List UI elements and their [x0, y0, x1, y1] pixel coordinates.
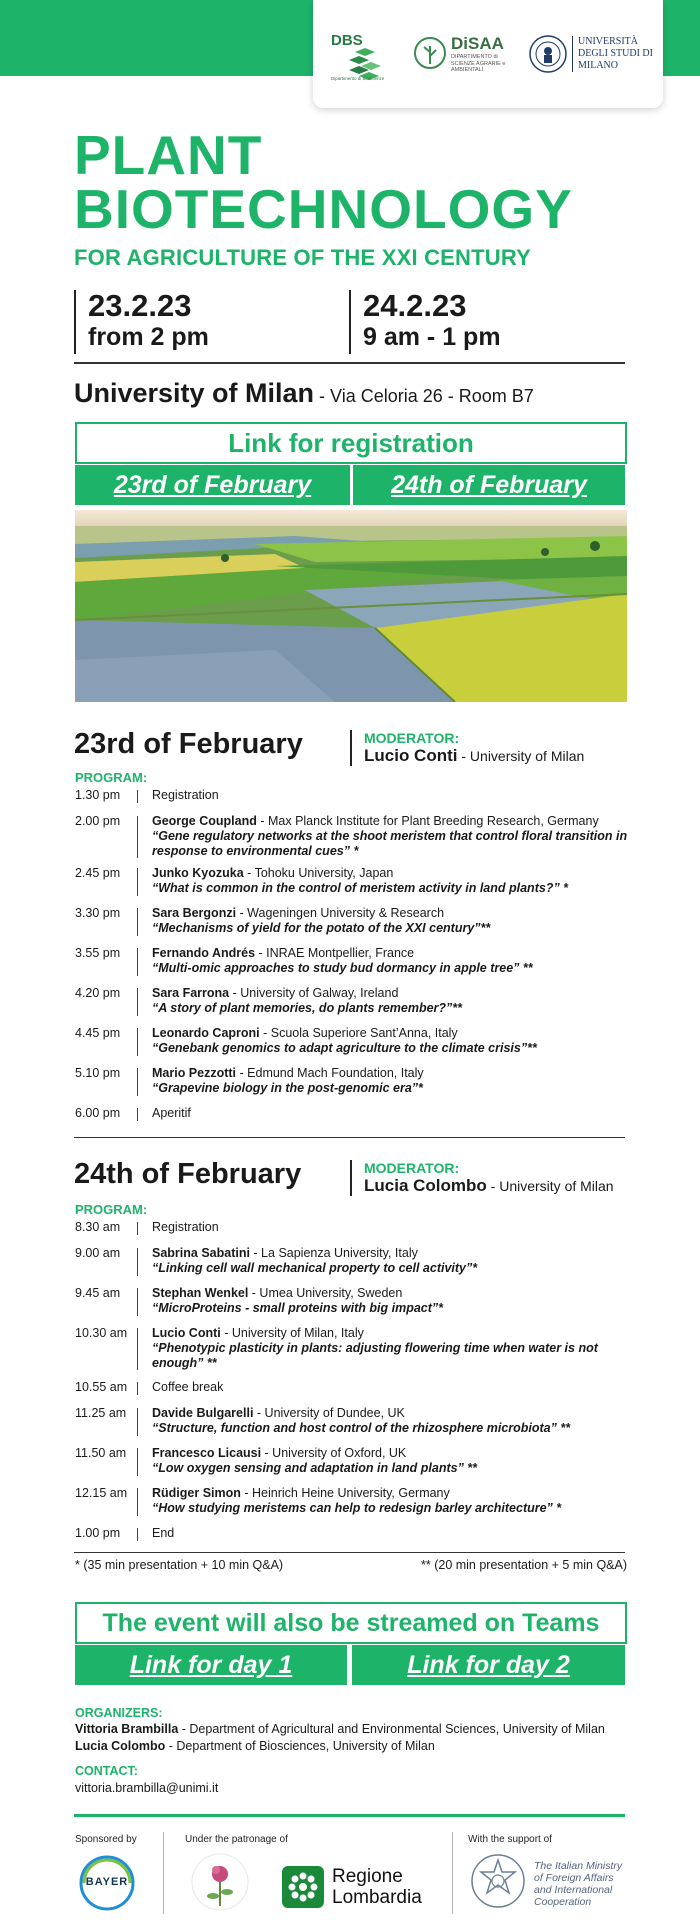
talk-title: “MicroProteins - small proteins with big impact”*: [152, 1301, 444, 1315]
program-time: 6.00 pm: [75, 1106, 121, 1120]
speaker-name: Sara Bergonzi: [152, 906, 237, 920]
register-day1-link[interactable]: 23rd of February: [75, 465, 350, 505]
program-time: 2.45 pm: [75, 866, 121, 880]
rose-camuna-icon: [282, 1866, 324, 1908]
organizer-dept: - Department of Biosciences, University of Milan: [165, 1739, 435, 1753]
note-single-star: * (35 min presentation + 10 min Q&A): [75, 1558, 284, 1572]
day2-program-label: PROGRAM:: [75, 1202, 148, 1217]
talk-title: “Gene regulatory networks at the shoot meristem that control floral transition in response to environmental cues” *: [152, 829, 628, 858]
program-time: 3.30 pm: [75, 906, 121, 920]
regione-line-2: Lombardia: [332, 1887, 422, 1908]
note-double-star: ** (20 min presentation + 5 min Q&A): [421, 1558, 627, 1572]
separator: [137, 908, 138, 936]
program-time: 2.00 pm: [75, 814, 121, 828]
separator: [137, 868, 138, 896]
program-entry: [152, 1446, 632, 1476]
talk-title: “Genebank genomics to adapt agriculture to the climate crisis”**: [152, 1041, 537, 1055]
separator: [137, 1288, 138, 1316]
speaker-name: Stephan Wenkel: [152, 1286, 249, 1300]
speaker-name: Fernando Andrés: [152, 946, 256, 960]
organizer-name: Vittoria Brambilla: [75, 1722, 179, 1736]
talk-title: “Phenotypic plasticity in plants: adjusting flowering time when water is not enough” **: [152, 1341, 598, 1370]
separator: [137, 1028, 138, 1056]
program-time: 1.00 pm: [75, 1526, 121, 1540]
program-text: Registration: [152, 1220, 219, 1234]
patronage-label: Under the patronage of: [185, 1834, 288, 1845]
title-line-2: BIOTECHNOLOGY: [74, 178, 573, 240]
program-entry: [152, 1526, 632, 1541]
separator: [137, 1068, 138, 1096]
disaa-logo-text: DiSAA: [451, 34, 504, 53]
separator: [137, 1222, 138, 1235]
program-row: [75, 906, 635, 936]
speaker-affiliation: - Max Planck Institute for Plant Breeding Research, Germany: [256, 814, 599, 828]
program-row: [75, 788, 635, 803]
divider: [74, 362, 625, 364]
program-row: [75, 814, 635, 858]
moderator-affiliation: - University of Milan: [486, 1178, 614, 1194]
clover-flower-icon: [185, 1850, 255, 1914]
program-time: 11.25 am: [75, 1406, 127, 1420]
talk-title: “Structure, function and host control of the rhizosphere microbiota” **: [152, 1421, 571, 1435]
divider: [452, 1832, 453, 1914]
program-time: 1.30 pm: [75, 788, 121, 802]
program-row: [75, 1380, 635, 1395]
program-row: [75, 1446, 635, 1476]
leaf-circle-icon: [413, 36, 447, 70]
day1-heading: 23rd of February: [74, 728, 303, 760]
program-time: 10.30 am: [75, 1326, 128, 1340]
regione-line-1: Regione: [332, 1866, 403, 1887]
program-entry: [152, 946, 632, 976]
program-entry: [152, 788, 632, 803]
moderator-label: MODERATOR:: [364, 730, 460, 746]
speaker-name: Sara Farrona: [152, 986, 230, 1000]
separator: [137, 1248, 138, 1276]
program-row: [75, 1486, 635, 1516]
day2-moderator: [350, 1160, 614, 1196]
date-block-1: [74, 290, 209, 354]
program-row: [75, 986, 635, 1016]
organizer-name: Lucia Colombo: [75, 1739, 166, 1753]
program-row: [75, 1106, 635, 1121]
program-entry: [152, 1220, 632, 1235]
ministry-logo: [470, 1852, 630, 1914]
talk-title: “Linking cell wall mechanical property to cell activity”*: [152, 1261, 478, 1275]
separator: [137, 1408, 138, 1436]
date-2: 24.2.23: [363, 288, 467, 323]
ministry-line-3: and International: [534, 1884, 613, 1896]
program-time: 12.15 am: [75, 1486, 128, 1500]
program-time: 9.45 am: [75, 1286, 121, 1300]
talk-title: “Multi-omic approaches to study bud dormancy in apple tree” **: [152, 961, 533, 975]
rice-fields-photo: [75, 510, 627, 702]
venue-detail: - Via Celoria 26 - Room B7: [314, 386, 534, 406]
teams-day1-link[interactable]: Link for day 1: [75, 1645, 347, 1685]
divider: [74, 1552, 625, 1553]
program-row: [75, 1246, 635, 1276]
program-entry: [152, 1066, 632, 1096]
program-entry: [152, 1326, 632, 1371]
talk-title: “Grapevine biology in the post-genomic era”*: [152, 1081, 423, 1095]
program-entry: [152, 1106, 632, 1121]
speaker-affiliation: - Umea University, Sweden: [248, 1286, 403, 1300]
program-row: [75, 866, 635, 896]
program-text: End: [152, 1526, 175, 1540]
moderator-name: Lucia Colombo: [364, 1176, 487, 1195]
program-row: [75, 1220, 635, 1235]
separator: [137, 1382, 138, 1395]
speaker-name: Francesco Licausi: [152, 1446, 262, 1460]
sponsored-label: Sponsored by: [75, 1834, 137, 1845]
program-entry: [152, 906, 632, 936]
program-entry: [152, 1246, 632, 1276]
ministry-line-4: Cooperation: [534, 1896, 592, 1908]
bayer-logo-text: BAYER: [85, 1876, 129, 1888]
speaker-affiliation: - Wageningen University & Research: [236, 906, 445, 920]
dbs-logo: [331, 32, 391, 81]
day1-moderator: [350, 730, 584, 766]
dbs-logo-text: DBS: [331, 32, 363, 49]
event-title: [74, 124, 674, 240]
program-time: 3.55 pm: [75, 946, 121, 960]
program-row: [75, 1406, 635, 1436]
talk-title: “Low oxygen sensing and adaptation in land plants” **: [152, 1461, 478, 1475]
speaker-affiliation: - University of Milan, Italy: [220, 1326, 364, 1340]
program-text: Aperitif: [152, 1106, 191, 1120]
program-entry: [152, 1286, 632, 1316]
speaker-affiliation: - University of Oxford, UK: [261, 1446, 407, 1460]
program-entry: [152, 814, 632, 859]
speaker-affiliation: - La Sapienza University, Italy: [249, 1246, 418, 1260]
registration-heading: Link for registration: [75, 422, 627, 464]
speaker-affiliation: - Tohoku University, Japan: [243, 866, 394, 880]
program-entry: [152, 1486, 632, 1516]
regione-lombardia-logo: [282, 1866, 432, 1910]
footer-divider: [74, 1814, 625, 1817]
date-1: 23.2.23: [88, 288, 192, 323]
separator: [137, 816, 138, 858]
register-day2-link[interactable]: 24th of February: [353, 465, 625, 505]
moderator-affiliation: - University of Milan: [457, 748, 585, 764]
program-text: Coffee break: [152, 1380, 224, 1394]
program-entry: [152, 986, 632, 1016]
program-text: Registration: [152, 788, 219, 802]
dbs-logo-subtitle: Dipartimento di Bioscienze: [331, 76, 385, 81]
program-time: 10.55 am: [75, 1380, 128, 1394]
speaker-name: Junko Kyozuka: [152, 866, 244, 880]
talk-title: “A story of plant memories, do plants remember?”**: [152, 1001, 463, 1015]
separator: [137, 790, 138, 803]
venue-name: University of Milan: [74, 378, 315, 408]
program-row: [75, 1286, 635, 1316]
italian-emblem-icon: [470, 1852, 526, 1910]
divider: [163, 1832, 164, 1914]
speaker-name: Lucio Conti: [152, 1326, 221, 1340]
program-time: 9.00 am: [75, 1246, 121, 1260]
support-label: With the support of: [468, 1834, 552, 1845]
contact-label: CONTACT:: [75, 1764, 138, 1778]
separator: [137, 1108, 138, 1121]
day1-program-label: PROGRAM:: [75, 770, 148, 785]
time-2: 9 am - 1 pm: [363, 323, 501, 351]
program-time: 4.20 pm: [75, 986, 121, 1000]
date-block-2: [349, 290, 501, 354]
ministry-line-2: of Foreign Affairs: [534, 1872, 614, 1884]
speaker-name: Davide Bulgarelli: [152, 1406, 254, 1420]
speaker-affiliation: - Edmund Mach Foundation, Italy: [236, 1066, 424, 1080]
program-row: [75, 1326, 635, 1370]
title-line-1: PLANT: [74, 124, 263, 186]
disaa-logo-subtitle: DIPARTIMENTO di SCIENZE AGRARIE e AMBIENTALI: [451, 54, 506, 73]
teams-stream-heading: The event will also be streamed on Teams: [75, 1602, 627, 1644]
day2-heading: 24th of February: [74, 1158, 302, 1190]
teams-day2-link[interactable]: Link for day 2: [352, 1645, 625, 1685]
program-time: 8.30 am: [75, 1220, 121, 1234]
separator: [137, 1488, 138, 1516]
speaker-name: Leonardo Caproni: [152, 1026, 260, 1040]
separator: [137, 1328, 138, 1370]
speaker-name: Sabrina Sabatini: [152, 1246, 250, 1260]
contact-email[interactable]: vittoria.brambilla@unimi.it: [75, 1781, 219, 1795]
time-1: from 2 pm: [88, 323, 209, 351]
organizer-1: [75, 1722, 605, 1736]
program-row: [75, 1066, 635, 1096]
bayer-logo: [78, 1854, 136, 1912]
ministry-line-1: The Italian Ministry: [534, 1860, 623, 1872]
program-time: 4.45 pm: [75, 1026, 121, 1040]
event-subtitle: FOR AGRICULTURE OF THE XXI CENTURY: [74, 245, 531, 270]
program-row: [75, 1526, 635, 1541]
program-row: [75, 1026, 635, 1056]
program-entry: [152, 866, 632, 896]
program-time: 11.50 am: [75, 1446, 127, 1460]
siga-logo: [185, 1850, 255, 1914]
speaker-affiliation: - Scuola Superiore Sant’Anna, Italy: [259, 1026, 458, 1040]
speaker-affiliation: - University of Galway, Ireland: [229, 986, 399, 1000]
logo-panel: [313, 0, 663, 108]
speaker-name: Rüdiger Simon: [152, 1486, 241, 1500]
speaker-name: Mario Pezzotti: [152, 1066, 237, 1080]
organizer-dept: - Department of Agricultural and Environmental Sciences, University of Milan: [178, 1722, 605, 1736]
separator: [137, 1528, 138, 1541]
speaker-affiliation: - University of Dundee, UK: [253, 1406, 405, 1420]
speaker-name: George Coupland: [152, 814, 257, 828]
program-time: 5.10 pm: [75, 1066, 121, 1080]
university-seal-icon: [528, 34, 568, 74]
moderator-label: MODERATOR:: [364, 1160, 460, 1176]
talk-title: “Mechanisms of yield for the potato of the XXI century”**: [152, 921, 491, 935]
venue: [74, 378, 534, 409]
speaker-affiliation: - Heinrich Heine University, Germany: [240, 1486, 450, 1500]
separator: [137, 1448, 138, 1476]
talk-title: “What is common in the control of meristem activity in land plants?” *: [152, 881, 569, 895]
unimi-logo-text: UNIVERSITÀ DEGLI STUDI DI MILANO: [578, 36, 653, 71]
separator: [137, 948, 138, 976]
divider: [74, 1137, 625, 1138]
organizer-2: [75, 1739, 435, 1753]
separator: [137, 988, 138, 1016]
program-entry: [152, 1406, 632, 1436]
organizers-label: ORGANIZERS:: [75, 1706, 163, 1720]
program-row: [75, 946, 635, 976]
speaker-affiliation: - INRAE Montpellier, France: [255, 946, 415, 960]
talk-title: “How studying meristems can help to redesign barley architecture” *: [152, 1501, 562, 1515]
program-entry: [152, 1380, 632, 1395]
program-entry: [152, 1026, 632, 1056]
moderator-name: Lucio Conti: [364, 746, 458, 765]
